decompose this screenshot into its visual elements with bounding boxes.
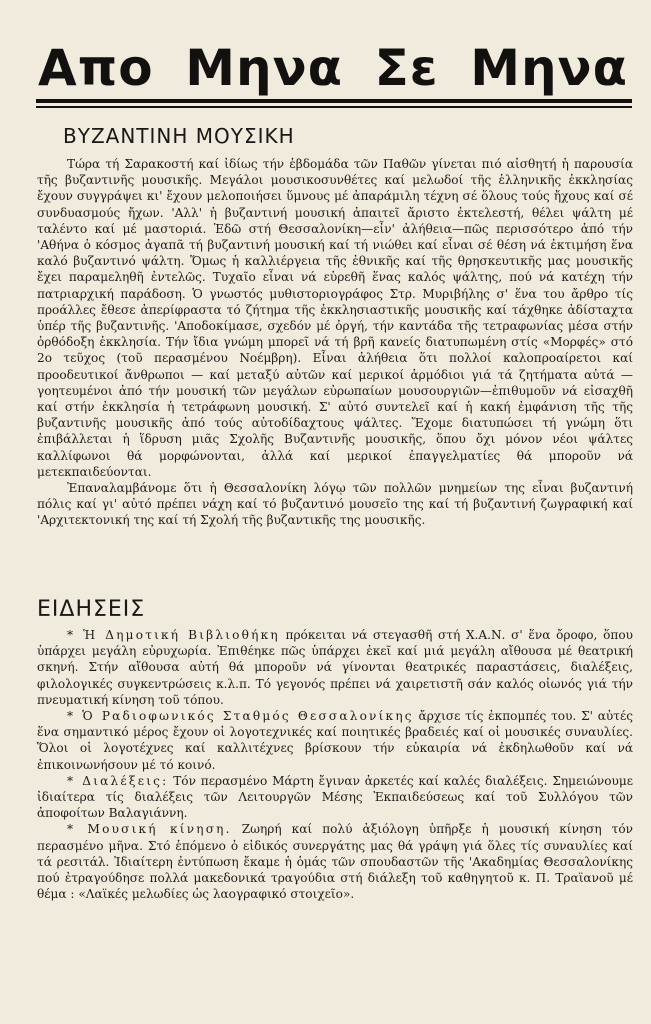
title-divider-thin (36, 106, 632, 108)
news-item (37, 821, 633, 902)
page-title (38, 39, 628, 97)
news-item-text: Τόν περασμένο Μάρτη ἔγιναν ἀρκετές καί καλές διαλέξεις. Σημειώνουμε ἰδιαίτερα τίς διαλέξεις τῶν Λειτουργῶν Μέσης Ἐκπαιδεύσεως καί τοῦ Συλλόγου τῶν ἀποφοίτων Βαλαγιάννη. (37, 773, 633, 821)
title-divider (36, 99, 632, 103)
article-paragraph: Ἐπαναλαμβάνομε ὅτι ἡ Θεσσαλονίκη λόγῳ τῶν πολλῶν μνημείων της εἶναι βυζαντινή πόλις καί γι' αὐτό πρέπει νάχη καί τό βυζαντινό μουσεῖο της καί τή βυζαντινή ζωγραφική καί 'Αρχιτεκτονική της καί τή Σχολή τῆς βυζαντικῆς της μουσικῆς. (37, 481, 633, 528)
page-title-word: Σε (374, 39, 439, 97)
news-item-lead: * Ἡ Δημοτική Βιβλιοθήκη (67, 628, 280, 642)
section-heading-news: ΕΙΔΗΣΕΙΣ (37, 597, 146, 622)
news-item (37, 708, 633, 773)
news-item-text: Ζωηρή καί πολύ ἀξιόλογη ὑπῆρξε ἡ μουσική κίνηση τόν περασμένο μῆνα. Στό ἑπόμενο ὁ εἰδικός συνεργάτης μας θά γράψη γιά ὅλες τίς συναυλίες καί τά ρεσιτάλ. Ἰδιαίτερη ἐντύπωση ἔκαμε ἡ ὁμάς τῶν σπουδαστῶν τῆς 'Ακαδημίας Θεσσαλονίκης πού ἐτραγούδησε πολλά μακεδονικά τραγούδια στή διάλεξη τοῦ καθηγητοῦ κ. Π. Τραϊανοῦ μέ θέμα : «Λαϊκές μελωδίες ὡς λαογραφικό στοιχεῖο». (37, 822, 633, 902)
news-item (37, 773, 633, 822)
page-title-word: Απο (38, 39, 154, 97)
news-item-text: πρόκειται νά στεγασθῆ στή Χ.Α.Ν. σ' ἕνα ὄροφο, ὅπου ὑπάρχει μεγάλη εὐρυχωρία. Ἐπιθέηκε πῶς ὑπάρχει ἐκεῖ καί μιά μεγάλη αἴθουσα μέ θεατρική σκηνή. Στήν αἴθουσα αὐτή θά μποροῦν νά γίνονται θεατρικές παραστάσεις, διαλέξεις, φιλολογικές συγκεντρώσεις κ.λ.π. Τό γεγονός πρέπει νά χαιρετιστῆ σάν καλός οἰωνός γιά τήν πνευματική κίνηση τοῦ τόπου. (37, 628, 633, 707)
news-item-lead: * Μουσική κίνηση. (67, 822, 232, 837)
page-title-word: Μηνα (185, 39, 343, 97)
news-list (37, 627, 633, 902)
section-heading-music: ΒΥΖΑΝΤΙΝΗ ΜΟΥΣΙΚΗ (63, 124, 295, 148)
music-article (37, 156, 633, 529)
news-item-lead: * Ὁ Ραδιοφωνικός Σταθμός Θεσσαλονίκης (67, 709, 414, 724)
article-paragraph: Τώρα τή Σαρακοστή καί ἰδίως τήν ἑβδομάδα τῶν Παθῶν γίνεται πιό αἰσθητή ἡ παρουσία τῆς βυζαντινῆς μουσικῆς. Μεγάλοι μουσικοσυνθέτες καί μελωδοί τῆς ἑλληνικῆς ἐκκλησίας ἔχουν συγγράψει κι' ἔχουν μελοποιήσει ὕμνους μέ ἀπαράμιλη τέχνη σέ ὅλους τούς ἤχους καί σέ συνδυασμούς ἤχων. 'Αλλ' ἡ βυζαντινή μουσική ἀπαιτεῖ ἄριστο ἐκτελεστή, θέλει ψάλτη μέ ταλέντο καί μέ μαστοριά. Ἐδῶ στή Θεσσαλονίκη—εἶν' ἀλήθεια—πῶς περισσότερο ἀπό τήν 'Αθήνα ὁ κόσμος ἀγαπᾶ τή βυζαντινή μουσική καί τή νιώθει καί εἶναι σέ θέση νά ἐκτιμήση ἕνα καλό βυζαντινό ψάλτη. Ὅμως ἡ καλλιέργεια τῆς ἐθνικῆς καί τῆς θρησκευτικῆς μας μουσικῆς ἔχει παραμεληθῆ ἐντελῶς. Τυχαῖο εἶναι νά εὑρεθῆ ἕνας καλός ψάλτης, πού νά κατέχη τήν πατριαρχική παράδοση. Ὁ γνωστός μυθιστοριογράφος Στρ. Μυριβήλης σ' ἕνα του ἄρθρο τίς προάλλες ἔθεσε ἀπερίφραστα τό ζήτημα τῆς ἐκκλησιαστικῆς μουσικῆς καί τάχθηκε ἀδίσταχτα ὑπέρ τῆς βυζαντινῆς. 'Αποδοκίμασε, σχεδόν μέ ὀργή, τήν καντάδα τῆς τετραφωνίας μέσα στήν ὀρθόδοξη ἐκκλησία. Τήν ἴδια γνώμη μπορεῖ νά τή βρῆ κανείς διατυπωμένη στίς «Μορφές» στό 2ο τεῦχος (τοῦ περασμένου Νοέμβρη). Εἶναι ἀλήθεια ὅτι πολλοί καλοπροαίρετοι καί προοδευτικοί ἄνθρωποι — καί μεταξύ αὐτῶν καί μερικοί ἁρμόδιοι γιά τά ζητήματα αὐτά — γοητευμένοι ἀπό τήν μουσική τῶν μεγάλων εὐρωπαίων μουσουργιῶν—ἐπιθυμοῦν νά εἰσαχθῆ καί στήν ἐκκλησία ἡ τετράφωνη μουσική. Σ' αὐτό συντελεῖ καί ἡ κακή ἐμφάνιση τῆς τῆς βυζαντινῆς μουσικῆς ἀπό τούς αὐτοδίδαχτους ψάλτες. Ἔχομε διατυπώσει τή γνώμη ὅτι ἐπιβάλλεται ἡ ἵδρυση μιᾶς Σχολῆς Βυζαντινῆς μουσικῆς, ὅπου ὄχι μόνον νέοι ψάλτες καλλίφωνοι θά μορφώνονται, ἀλλά καί μερικοί ἐπαγγελματίες θά μποροῦν νά μετεκπαιδεύονται. (37, 157, 633, 479)
page-title-word: Μηνα (470, 39, 628, 97)
news-item-text: ἄρχισε τίς ἐκπομπές του. Σ' αὐτές ἕνα σημαντικό μέρος ἔχουν οἱ λογοτεχνικές καί ποιητικές βραδειές καί οἱ μουσικές συναυλίες. Ὅλοι οἱ λογοτέχνες καί καλλιτέχνες βρίσκουν τήν εὐκαιρία νά ἐκδηλωθοῦν καί νά ἐπικοινωνήσουν μέ τό κοινό. (37, 709, 633, 772)
news-item (37, 627, 633, 708)
news-item-lead: * Διαλέξεις: (67, 773, 169, 788)
